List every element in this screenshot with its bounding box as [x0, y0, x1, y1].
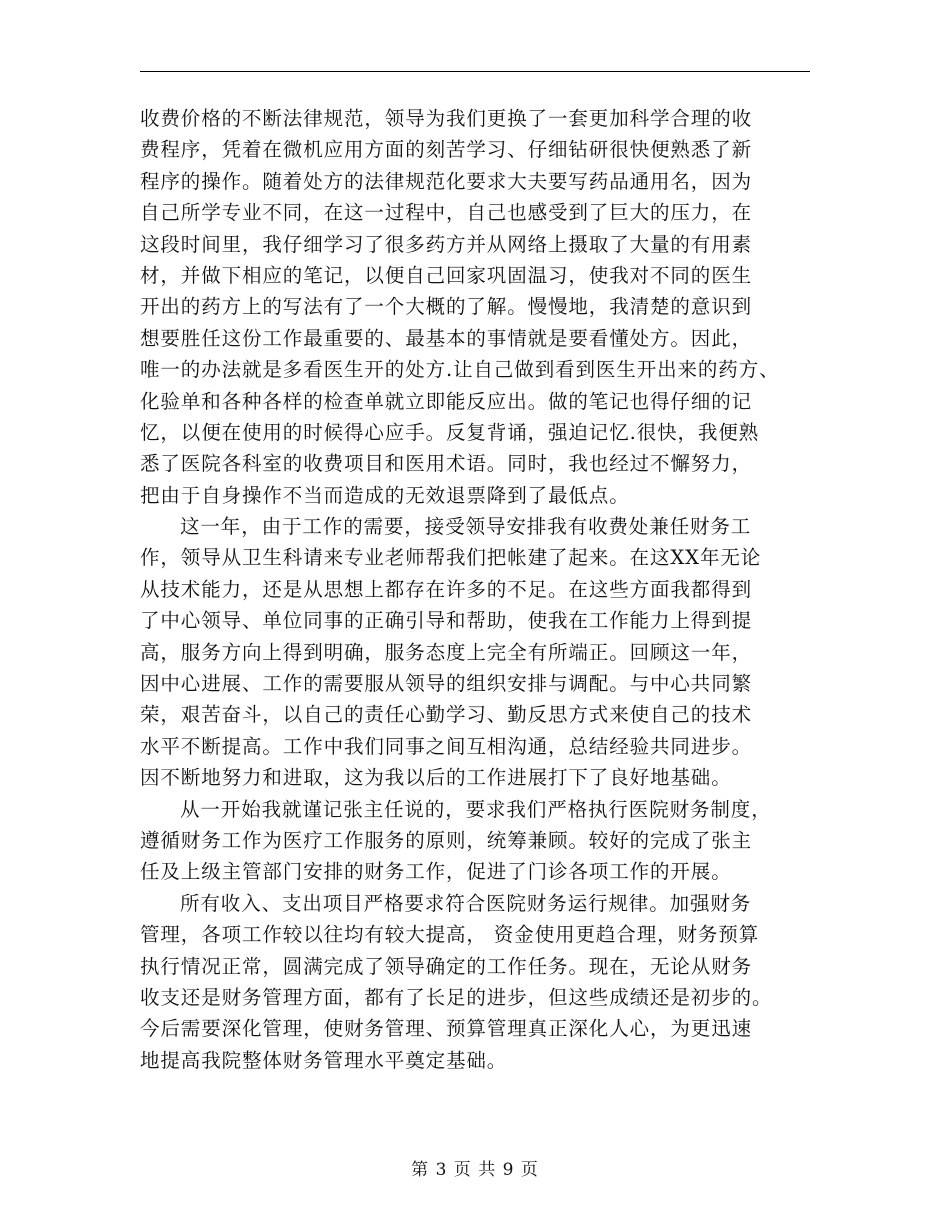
text-line: 收费价格的不断法律规范，领导为我们更换了一套更加科学合理的收 — [140, 107, 753, 130]
text-line: 收支还是财务管理方面，都有了长足的进步，但这些成绩还是初步的。 — [140, 985, 773, 1009]
text-line: 荣，艰苦奋斗，以自己的责任心勤学习、勤反思方式来使自己的技术 — [140, 703, 753, 727]
paragraph-first-line: 从一开始我就谨记张主任说的，要求我们严格执行医院财务制度， — [180, 797, 772, 821]
paragraph-first-line: 这一年，由于工作的需要，接受领导安排我有收费处兼任财务工 — [180, 515, 752, 539]
text-line: 作，领导从卫生科请来专业老师帮我们把帐建了起来。在这XX年无论 — [140, 546, 762, 570]
text-line: 地提高我院整体财务管理水平奠定基础。 — [140, 1048, 508, 1072]
text-line: 因不断地努力和进取，这为我以后的工作进展打下了良好地基础。 — [140, 766, 732, 790]
text-line: 把由于自身操作不当而造成的无效退票降到了最低点。 — [140, 483, 630, 507]
page-number-footer: 第 3 页 共 9 页 — [411, 1160, 539, 1180]
text-line: 化验单和各种各样的检查单就立即能反应出。做的笔记也得仔细的记 — [140, 389, 753, 413]
body-text — [140, 103, 820, 1076]
text-line: 高，服务方向上得到明确，服务态度上完全有所端正。回顾这一年， — [140, 640, 753, 664]
text-line: 费程序，凭着在微机应用方面的刻苦学习、仔细钻研很快便熟悉了新 — [140, 138, 753, 162]
text-line: 这段时间里，我仔细学习了很多药方并从网络上摄取了大量的有用素 — [140, 232, 753, 256]
paragraph-first-line: 所有收入、支出项目严格要求符合医院财务运行规律。加强财务 — [180, 891, 752, 915]
text-line: 想要胜任这份工作最重要的、最基本的事情就是要看懂处方。因此， — [140, 326, 753, 350]
text-line: 自己所学专业不同，在这一过程中，自己也感受到了巨大的压力，在 — [140, 201, 753, 225]
text-line: 遵循财务工作为医疗工作服务的原则，统筹兼顾。较好的完成了张主 — [140, 828, 753, 852]
text-line: 唯一的办法就是多看医生开的处方.让自己做到看到医生开出来的药方、 — [140, 358, 780, 382]
text-line: 开出的药方上的写法有了一个大概的了解。慢慢地，我清楚的意识到 — [140, 295, 753, 319]
text-line: 今后需要深化管理，使财务管理、预算管理真正深化人心，为更迅速 — [140, 1017, 753, 1041]
text-line: 因中心进展、工作的需要服从领导的组织安排与调配。与中心共同繁 — [140, 672, 753, 696]
text-line: 材，并做下相应的笔记，以便自己回家巩固温习，使我对不同的医生 — [140, 263, 753, 287]
text-line: 悉了医院各科室的收费项目和医用术语。同时，我也经过不懈努力， — [140, 452, 753, 476]
text-line: 忆，以便在使用的时候得心应手。反复背诵，强迫记忆.很快，我便熟 — [140, 420, 760, 444]
text-line: 管理，各项工作较以往均有较大提高， 资金使用更趋合理，财务预算 — [140, 923, 760, 947]
text-line: 从技术能力，还是从思想上都存在许多的不足。在这些方面我都得到 — [140, 577, 753, 601]
text-line: 执行情况正常，圆满完成了领导确定的工作任务。现在，无论从财务 — [140, 954, 753, 978]
text-line: 水平不断提高。工作中我们同事之间互相沟通，总结经验共同进步。 — [140, 734, 753, 758]
text-line: 任及上级主管部门安排的财务工作，促进了门诊各项工作的开展。 — [140, 860, 732, 884]
text-line: 程序的操作。随着处方的法律规范化要求大夫要写药品通用名，因为 — [140, 169, 753, 193]
text-line: 了中心领导、单位同事的正确引导和帮助，使我在工作能力上得到提 — [140, 609, 753, 633]
header-rule — [140, 71, 810, 72]
